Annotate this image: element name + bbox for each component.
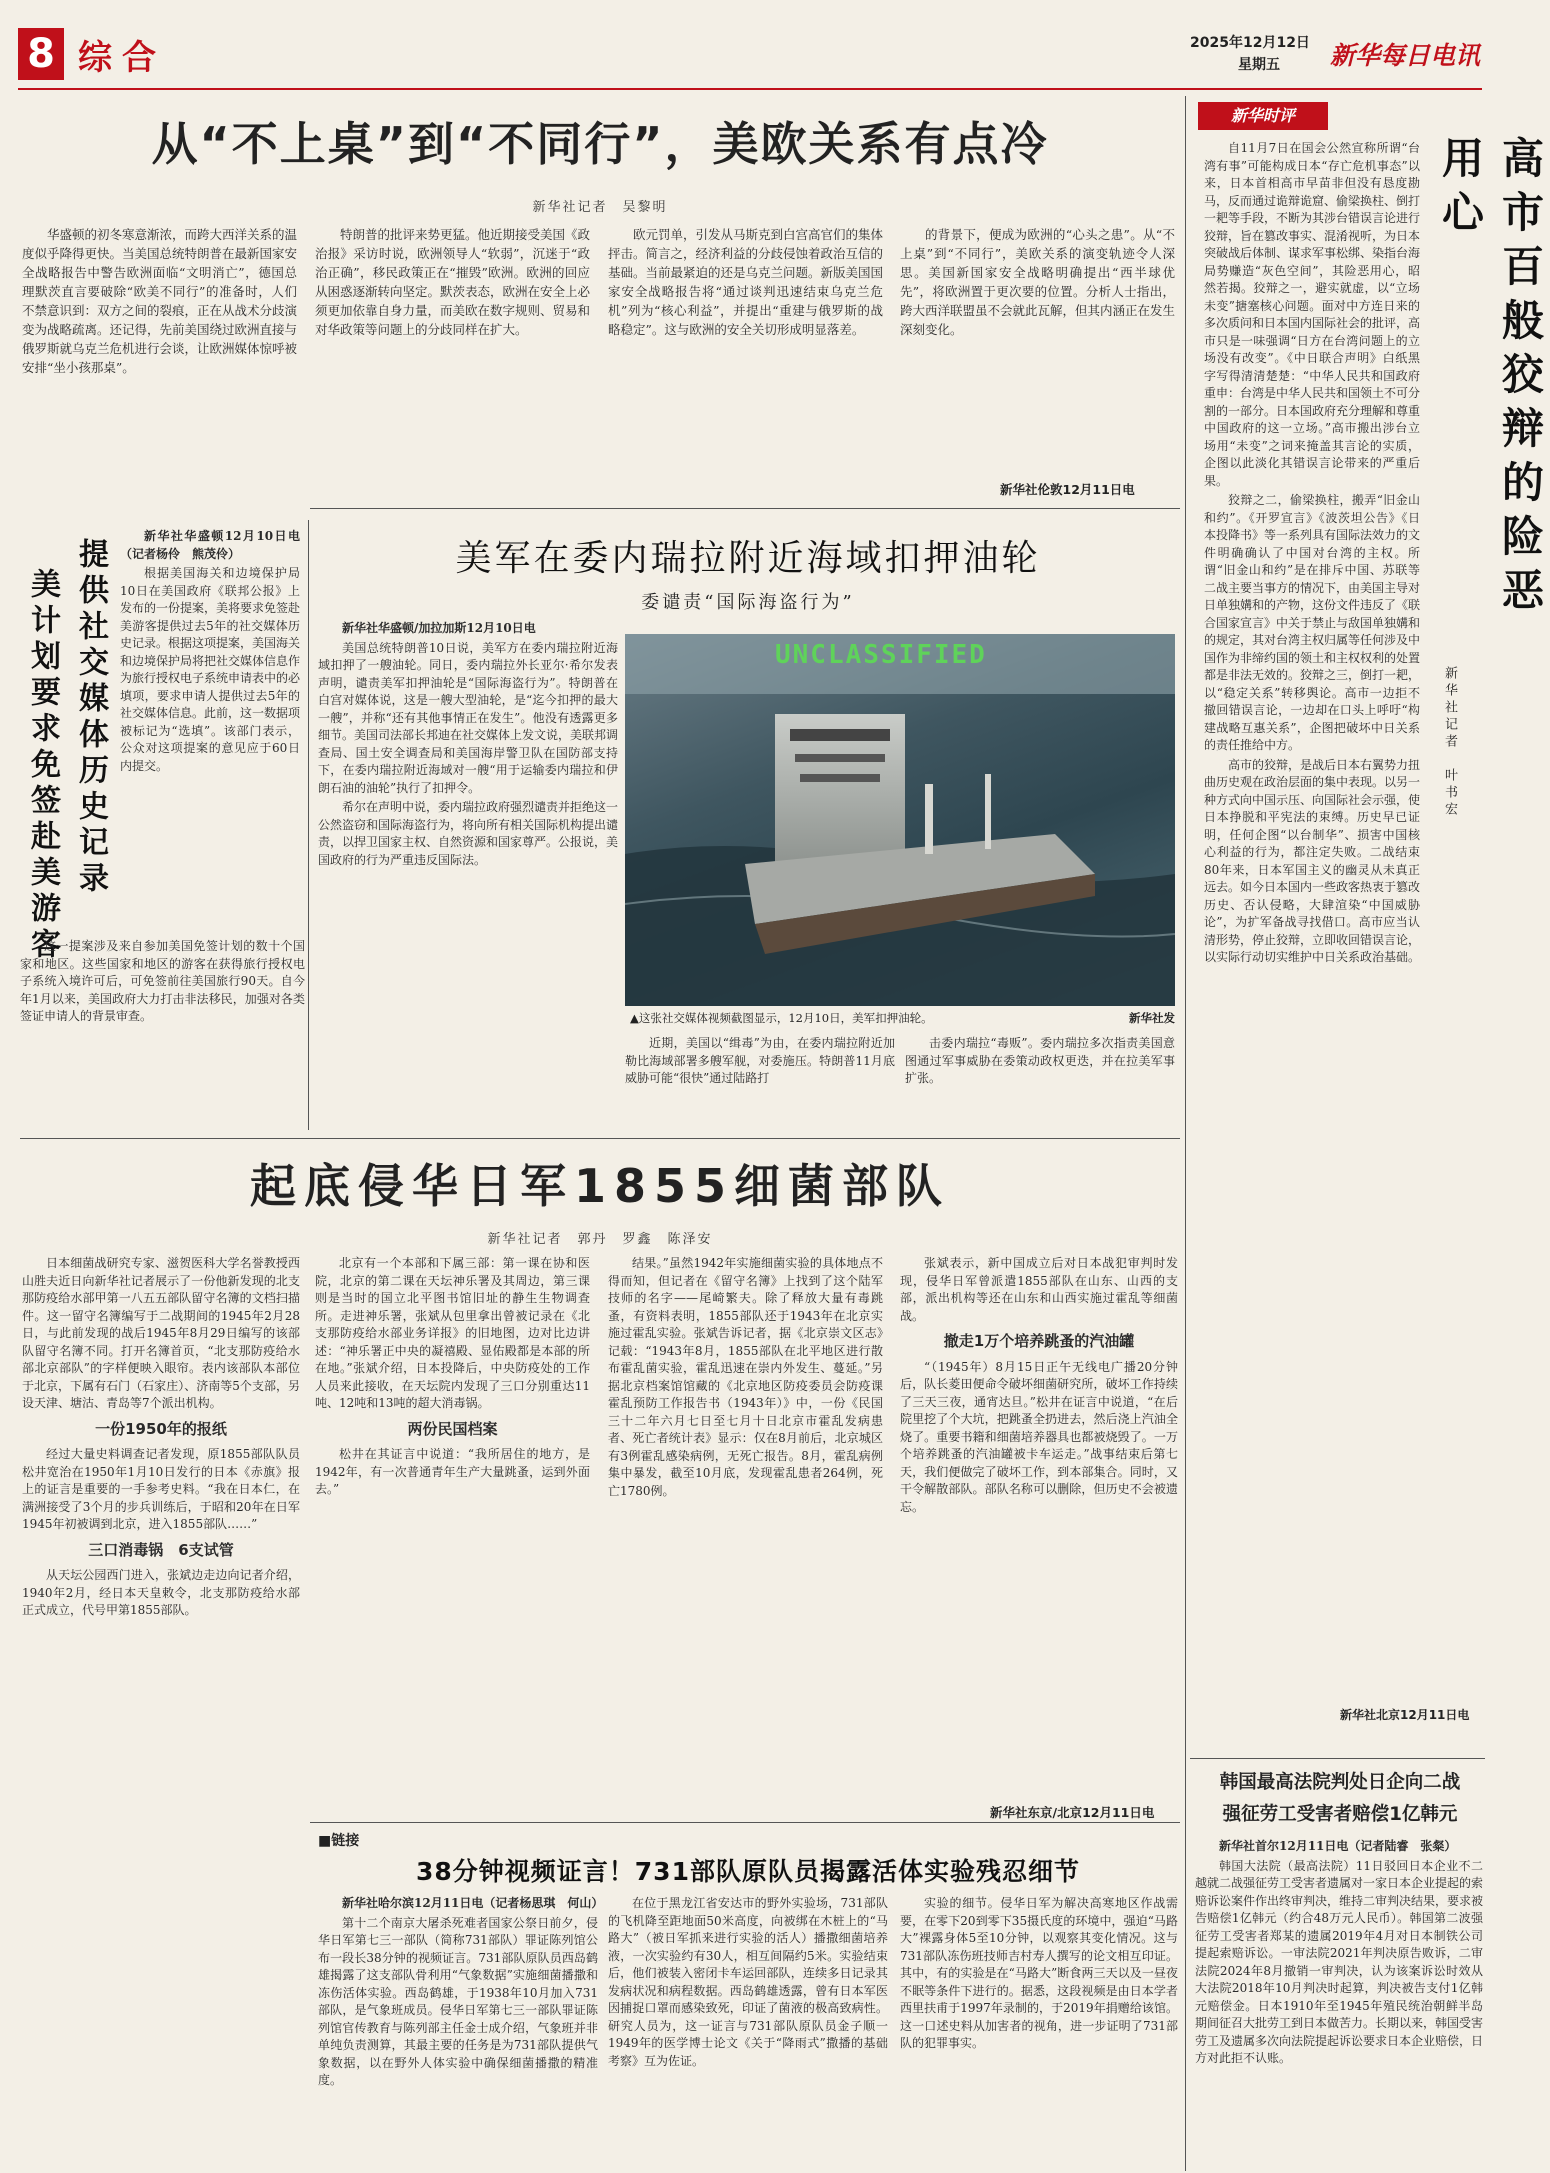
page-number: 8 xyxy=(27,31,55,77)
article3-col-3 xyxy=(608,1255,883,1820)
page-number-badge xyxy=(18,28,64,80)
link-col-1-text: 第十二个南京大屠杀死难者国家公祭日前夕，侵华日军第七三一部队（简称731部队）罪证陈列馆公布一段长38分钟的视频证言。731部队原队员西岛鹤雄揭露了这支部队骨利用“气象数据”实施细菌播撒和冻伤活体实验。西岛鹤雄，于1938年10月加入731部队，是气象班成员。侵华日军第七三一部队罪证陈列馆官传教育与陈列部主任金士成介绍，气象班并非单纯负责测算，其最主要的任务是为731部队提供气象数据，以在野外人体实验中确保细菌播撒的精准度。 xyxy=(318,1915,598,2087)
visa-body-text: 根据美国海关和边境保护局10日在美国政府《联邦公报》上发布的一份提案，美将要求免签赴美游客提供过去5年的社交媒体历史记录。根据这项提案，美国海关和边境保护局将把社交媒体信息作为旅行授权电子系统申请表中的必填项，要求申请人提供过去5年的社交媒体信息。此前，这一数据项被标记为“选填”。该部门表示，公众对这项提案的意见应于60日内提交。 xyxy=(120,566,301,773)
article2-tail-col1 xyxy=(625,1035,895,1130)
tanker-photo-graphic xyxy=(625,634,1175,1006)
article3-col-1c-text: 从天坛公园西门进入，张斌边走边向记者介绍，1940年2月，经日本天皇敕令，北支那防疫给水部正式成立，代号甲第1855部队。 xyxy=(22,1568,300,1617)
korea-headline-1: 韩国最高法院判处日企向二战 xyxy=(1219,1772,1461,1793)
korea-headline-2: 强征劳工受害者赔偿1亿韩元 xyxy=(1222,1804,1458,1825)
korea-body xyxy=(1195,1838,1483,2168)
korea-top-rule xyxy=(1190,1758,1485,1759)
article1-headline: 从“不上桌”到“不同行”，美欧关系有点冷 xyxy=(151,117,1049,171)
article3-subhead-4: 撤走1万个培养跳蚤的汽油罐 xyxy=(943,1332,1135,1350)
commentary-headline: 高市百般狡辩的险恶用心 xyxy=(1436,136,1545,622)
article2-tail2: 击委内瑞拉“毒贩”。委内瑞拉多次指责美国意图通过军事威胁在委策动政权更迭，并在拉美军事扩张。 xyxy=(905,1036,1175,1085)
article2-bottom-rule xyxy=(20,1138,1180,1139)
korea-dateline: 新华社首尔12月11日电（记者陆睿 张粲） xyxy=(1219,1839,1457,1853)
tanker-photo xyxy=(625,634,1175,1006)
article1-col-3 xyxy=(608,225,883,495)
article3-col-4b-text: “（1945年）8月15日正午无线电广播20分钟后，队长菱田便命令破坏细菌研究所，破坏工作持续了三天三夜，通宵达旦。”松井在证言中说道，“在后院里挖了个大坑，把跳蚤全扔进去，然后浇上汽油全烧了。重要书籍和细菌培养器具也都被烧毁了。一万个培养跳蚤的汽油罐被卡车运走。”战事结束后第七天，我们便做完了破坏工作，到本部集合。同时，又干令解散部队。部队名称可以删除，但历史不会被遗忘。 xyxy=(900,1359,1178,1514)
article2-subheadline: 委谴责“国际海盗行为” xyxy=(641,592,855,613)
article1-col-4 xyxy=(900,225,1175,480)
article2-tail-col2 xyxy=(905,1035,1175,1130)
link-col-3-text: 实验的细节。侵华日军为解决高寒地区作战需要，在零下20到零下35摄氏度的环境中，强迫“马路大”裸露身体5至10分钟，以观察其变化情况。这与731部队冻伤班技师吉村寿人撰写的论文相互印证。其中，有的实验是在“马路大”断食两三天以及一昼夜不眠等条件下进行的。据悉，这段视频是由日本学者西里扶甫于1997年录制的，于2019年捐赠给该馆。这一口述史料从加害者的视角，进一步证明了731部队的犯罪事实。 xyxy=(900,1896,1178,2050)
article3-col-2 xyxy=(315,1255,590,1820)
article1-col-3-text: 欧元罚单，引发从马斯克到白宫高官们的集体抨击。简言之，经济利益的分歧侵蚀着政治互信的基础。当前最紧迫的还是乌克兰问题。新版美国国家安全战略报告将“通过谈判迅速结束乌克兰危机”列为“核心利益”，并提出“重建与俄罗斯的战略稳定”。这与欧洲的安全关切形成明显落差。 xyxy=(608,227,884,337)
visa-sidebar xyxy=(20,528,305,1128)
article3-col-2-text: 北京有一个本部和下属三部：第一课在协和医院，北京的第二课在天坛神乐署及其周边，第三课则是当时的国立北平图书馆旧址的静生生物调查所。走进神乐署，张斌从包里拿出曾被记录在《北支那防疫给水部业务详报》的旧地图，边对比边讲述：“神乐署正中央的凝禧殿、显佑殿都是本部的所在地。”张斌介绍，日本投降后，中央防疫处的工作人员来此接收，在天坛院内发现了三口分别重达11吨、12吨和13吨的超大消毒锅。 xyxy=(315,1256,590,1410)
article1-col-2-text: 特朗普的批评来势更猛。他近期接受美国《政治报》采访时说，欧洲领导人“软弱”，沉迷于“政治正确”，移民政策正在“摧毁”欧洲。欧洲的回应从困惑逐渐转向坚定。默茨表态，欧洲在安全上必须更加依靠自身力量，而美欧在数字规则、贸易和对华政策等问题上的分歧同样在扩大。 xyxy=(315,227,591,337)
visa-divider xyxy=(308,520,309,1130)
article3-col-4 xyxy=(900,1255,1178,1800)
article3-headline: 起底侵华日军1855细菌部队 xyxy=(249,1159,951,1213)
article3-subhead-1: 一份1950年的报纸 xyxy=(95,1419,227,1438)
masthead xyxy=(0,0,1500,95)
commentary-tag-label: 新华时评 xyxy=(1230,106,1295,125)
article3-dateline: 新华社东京/北京12月11日电 xyxy=(990,1805,1155,1820)
link-col-2-text: 在位于黑龙江省安达市的野外实验场，731部队的飞机降至距地面50米高度，向被绑在木桩上的“马路大”（被日军抓来进行实验的活人）播撒细菌培养液，一次实验约有30人，相互间隔约5米。实验结束后，他们被装入密闭卡车运回部队，连续多日记录其发病状况和病程数据。西岛鹤雄透露，曾有日本军医因捕捉口罩而感染致死，印证了菌液的极高致病性。研究人员为，这一证言与731部队原队员金子顺一1949年的医学博士论文《关于“降雨式”撒播的基础考察》互为佐证。 xyxy=(608,1896,888,2068)
link-col-2 xyxy=(608,1895,888,2165)
article3-col-3-text: 结果。”虽然1942年实施细菌实验的具体地点不得而知，但记者在《留守名簿》上找到了这个陆军技师的名字——尾崎繁夫。除了释放大量有毒跳蚤，有资料表明，1855部队还于1943年在北京实施过霍乱实验。张斌告诉记者，据《北京崇文区志》记载：“1943年8月，1855部队在北平地区进行散布霍乱菌实验，霍乱迅速在崇内外发生、蔓延。”另据北京档案馆馆藏的《北京地区防疫委员会防疫课霍乱预防工作报告书（1943年）》中，一份《民国三十二年六月七日至七月十日北京市霍乱发病患者、死亡者统计表》显示：仅在8月前后，北京城区有3例霍乱感染病例，无死亡报告。8月，霍乱病例集中暴发，截至10月底，发现霍乱患者264例，死亡1780例。 xyxy=(608,1256,883,1498)
article2-tail1: 近期，美国以“缉毒”为由，在委内瑞拉附近加勒比海域部署多艘军舰，对委施压。特朗普11月底威胁可能“很快”通过陆路打 xyxy=(625,1036,895,1085)
commentary-section xyxy=(1190,96,1545,1756)
commentary-tag xyxy=(1198,102,1328,130)
commentary-divider xyxy=(1185,96,1186,2171)
link-headline: 38分钟视频证言！731部队原队员揭露活体实验残忍细节 xyxy=(416,1857,1080,1886)
link-col-1 xyxy=(318,1895,604,2165)
commentary-para-2: 狡辩之二，偷梁换柱，搬弄“旧金山和约”。《开罗宣言》《波茨坦公告》《日本投降书》等一系列具有国际法效力的文件明确确认了中国对台湾的主权。所谓“旧金山和约”是在排斥中国、苏联等二战主要当事方的情况下，由美国主导对日单独媾和的产物，这份文件违反了《联合国家宣言》中关于禁止与敌国单独媾和的规定，其对台湾主权归属等任何涉及中国作为非缔约国的领土和主权权利的处置都是非法无效的。狡辩之三，倒打一耙，以“稳定关系”转移舆论。高市一边拒不撤回错误言论，一边却在口头上呼吁“构建战略互惠关系”，企图把破坏中日关系的责任推给中方。 xyxy=(1204,493,1421,752)
caption-credit: 新华社发 xyxy=(1129,1011,1175,1025)
article3-byline: 新华社记者 郭丹 罗鑫 陈泽安 xyxy=(487,1232,713,1247)
link-col-3 xyxy=(900,1895,1178,2165)
article2-body2-text: 希尔在声明中说，委内瑞拉政府强烈谴责并拒绝这一公然盗窃和国际海盗行为，将向所有相关国际机构提出谴责，以捍卫国家主权、自然资源和国家尊严。公报说，美国政府的行为严重违反国际法。 xyxy=(318,800,619,867)
commentary-body xyxy=(1204,140,1420,1700)
visa-dateline: 新华社华盛顿12月10日电（记者杨伶 熊茂伶） xyxy=(120,529,300,561)
korea-body-text: 韩国大法院（最高法院）11日驳回日本企业不二越就二战强征劳工受害者遗属对一家日本企业提起的索赔诉讼案件作出终审判决，维持二审判决结果，要求被告赔偿1亿韩元（约合48万元人民币）。韩国第二波强征劳工受害者郑某的遗属2019年4月对日本制铁公司提起索赔诉讼。一审法院2021年判决原告败诉，二审法院2024年8月撤销一审判决，认为该案诉讼时效从大法院2018年10月判决时起算，判决被告支付1亿韩元赔偿金。日本1910年至1945年殖民统治朝鲜半岛期间征召大批劳工到日本做苦力。长期以来，韩国受害劳工及遗属多次向法院提起诉讼要求日本企业赔偿，日方对此拒不认账。 xyxy=(1195,1858,1484,2065)
tanker-photo-caption xyxy=(630,1010,1175,1026)
article2-lead-col xyxy=(318,620,618,1125)
unclassified-watermark: UNCLASSIFIED xyxy=(775,640,987,670)
article2-body-text: 美国总统特朗普10日说，美军方在委内瑞拉附近海域扣押了一艘油轮。同日，委内瑞拉外长亚尔·希尔发表声明，谴责美军扣押油轮是“国际海盗行为”。特朗普在白宫对媒体说，这是一艘大型油轮，是“迄今扣押的最大一艘”，并称“还有其他事情正在发生”。他没有透露更多细节。美国司法部长邦迪在社交媒体上发文说，美联邦调查局、国土安全调查局和美国海岸警卫队在国防部支持下，在委内瑞拉附近海域对一艘“用于运输委内瑞拉和伊朗石油的油轮”执行了扣押令。 xyxy=(318,640,619,795)
article1-col-4-text: 的背景下，便成为欧洲的“心头之患”。从“不上桌”到“不同行”，美欧关系的演变轨迹令人深思。美国新国家安全战略明确提出“西半球优先”，将欧洲置于更次要的位置。分析人士指出，跨大西洋联盟虽不会就此瓦解，但其内涵正在发生深刻变化。 xyxy=(900,227,1176,337)
visa-body2-text: 这一提案涉及来自参加美国免签计划的数十个国家和地区。这些国家和地区的游客在获得旅行授权电子系统入境许可后，可免签前往美国旅行90天。自今年1月以来，美国政府大力打击非法移民，加强对各类签证申请人的背景审查。 xyxy=(20,939,305,1023)
commentary-para-1: 自11月7日在国会公然宣称所谓“台湾有事”可能构成日本“存亡危机事态”以来，日本首相高市早苗非但没有恳度勘马，反而通过诡辩诡窟、偷梁换柱、倒打一耙等手段，不断为其涉台错误言论进行狡辩，旨在篡改事实、混淆视听，为日本突破战后体制、谋求军事松绑、染指台海局势赚造“灰色空间”，其险恶用心，昭然若揭。狡辩之一，避实就虚，以“立场未变”搪塞核心问题。面对中方连日来的多次质问和日本国内国际社会的批评，高市只是一味强调“日方在台湾问题上的立场没有改变”。《中日联合声明》白纸黑字写得清清楚楚：“中华人民共和国政府重申：台湾是中华人民共和国领土不可分割的一部分。日本国政府充分理解和尊重中国政府的这一立场。”高市搬出涉台立场用“未变”之词来掩盖其言论的实质，企图以此淡化其错误言论带来的严重后果。 xyxy=(1204,141,1421,488)
article2-lead-dateline: 新华社华盛顿/加拉加斯12月10日电 xyxy=(342,621,536,635)
article3-col-2b-text: 松井在其证言中说道：“我所居住的地方，是1942年，有一次普通青年生产大量跳蚤，运到外面去。” xyxy=(315,1447,590,1496)
article1-byline: 新华社记者 吴黎明 xyxy=(532,200,668,215)
brand-logo: 新华每日电讯 xyxy=(1330,41,1481,70)
commentary-byline: 新华社记者 叶书宏 xyxy=(1442,666,1457,819)
visa-body xyxy=(120,528,300,928)
commentary-dateline: 新华社北京12月11日电 xyxy=(1340,1708,1470,1722)
issue-date: 2025年12月12日 xyxy=(1190,35,1310,51)
article3-col-1b-text: 经过大量史料调查记者发现，原1855部队队员松井宽治在1950年1月10日发行的日本《赤旗》报上的证言是重要的一手参考史料。“我在日本仁，在满洲接受了3个月的步兵训练后，于昭和20年在日军1945年初被调到北京，进入1855部队……” xyxy=(22,1447,300,1531)
article1-col-1-text: 华盛顿的初冬寒意渐浓，而跨大西洋关系的温度似乎降得更快。当美国总统特朗普在最新国家安全战略报告中警告欧洲面临“文明消亡”，德国总理默茨直言要破除“欧美不同行”的准备时，人们不禁意识到：双方之间的裂痕，正在从战术分歧演变为战略疏离。还记得，先前美国绕过欧洲直接与俄罗斯就乌克兰危机进行会谈，让欧洲媒体惊呼被安排“坐小孩那桌”。 xyxy=(22,227,298,375)
article3-subhead-2: 三口消毒锅 6支试管 xyxy=(88,1540,234,1559)
masthead-rule xyxy=(18,88,1482,90)
article3-subhead-3: 两份民国档案 xyxy=(407,1419,498,1438)
visa-headline-part2: 提供社交媒体历史记录 xyxy=(73,538,108,898)
article1-col-1 xyxy=(22,225,297,525)
article3-col-1-text: 日本细菌战研究专家、滋贺医科大学名誉教授西山胜夫近日向新华社记者展示了一份他新发现的北支那防疫给水部甲第一八五五部队留守名簿的文档扫描件。这一留守名簿编写于二战期间的1945年2月28日，与此前发现的战后1945年8月29日编写的该部队留守名簿不同。打开名簿首页，“北支那防疫给水部北京部队”的字样便映入眼帘。表内该部队本部位于北京，下属有石门（石家庄）、济南等5个支部，另设天津、塘沽、青岛等7个派出机构。 xyxy=(22,1256,300,1410)
article1-bottom-rule xyxy=(310,508,1180,509)
article3-col-4-text: 张斌表示，新中国成立后对日本战犯审判时发现，侵华日军曾派遣1855部队在山东、山西的支部，派出机构等还在山东和山西实施过霍乱等细菌战。 xyxy=(900,1256,1178,1323)
section-name: 综合 xyxy=(78,38,166,78)
link-tag: ■链接 xyxy=(318,1833,360,1849)
visa-body-lower xyxy=(20,938,305,1123)
commentary-para-3: 高市的狡辩，是战后日本右翼势力扭曲历史观在政治层面的集中表现。以另一种方式向中国示压、向国际社会示强，使日本挣脱和平宪法的束缚。历史早已证明，任何企图“以台制华”、损害中国核心利益的行为，都注定失败。二战结束80年来，日本军国主义的幽灵从未真正远去。如今日本国内一些政客热衷于篡改历史、否认侵略，大肆渲染“中国威胁论”，为扩军备战寻找借口。高市应当认清形势，停止狡辩，立即收回错误言论，以实际行动切实维护中日关系政治基础。 xyxy=(1204,757,1421,964)
article3-col-1 xyxy=(22,1255,300,1860)
visa-headline-part1: 美计划要求免签赴美游客 xyxy=(25,568,60,964)
article2-headline: 美军在委内瑞拉附近海域扣押油轮 xyxy=(455,538,1041,579)
issue-weekday: 星期五 xyxy=(1238,57,1280,73)
article1-col-2 xyxy=(315,225,590,495)
article1-dateline: 新华社伦敦12月11日电 xyxy=(1000,482,1135,497)
article3-bottom-rule xyxy=(310,1822,1180,1823)
link-dateline: 新华社哈尔滨12月11日电（记者杨思琪 何山） xyxy=(342,1896,604,1910)
caption-text: ▲这张社交媒体视频截图显示，12月10日，美军扣押油轮。 xyxy=(630,1011,933,1025)
